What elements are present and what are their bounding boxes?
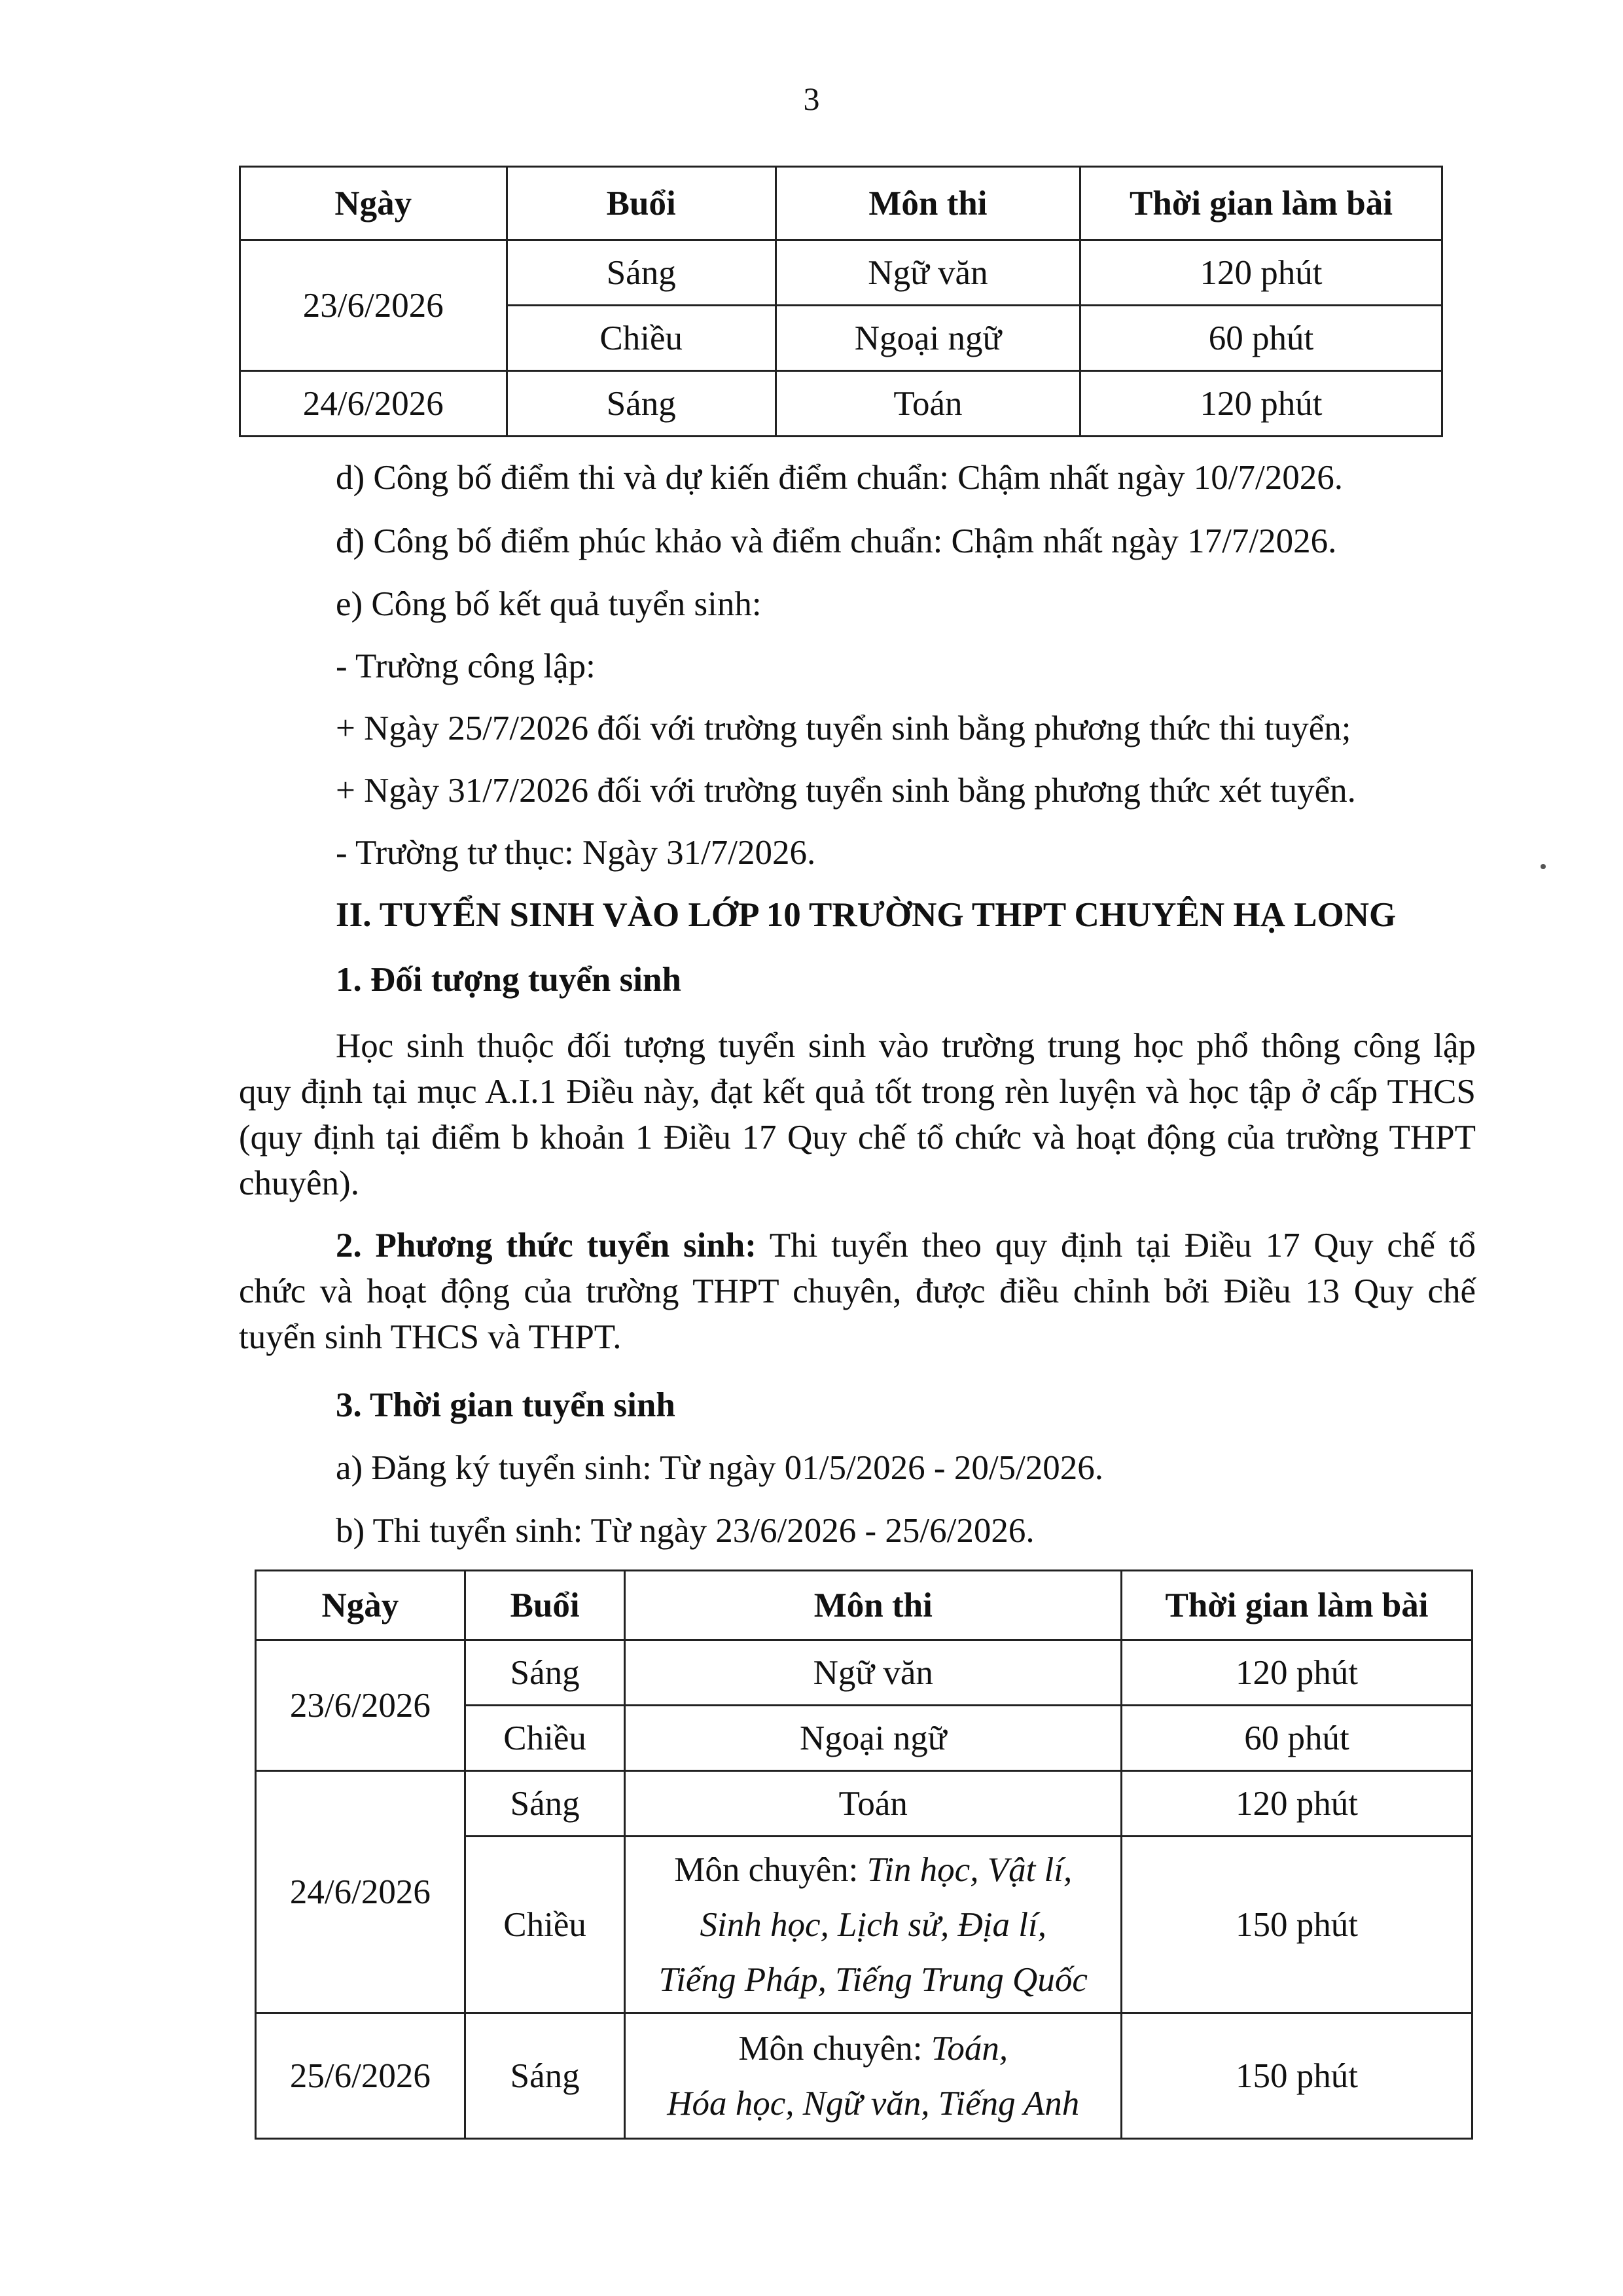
table-row xyxy=(240,240,1442,306)
cell-date: 23/6/2026 xyxy=(240,240,507,371)
exam-schedule-table-specialized xyxy=(255,1570,1473,2140)
header-date: Ngày xyxy=(240,167,507,240)
cell-subject: Ngữ văn xyxy=(776,240,1080,306)
subsection-2-text: Thi tuyển theo quy định tại Điều 17 Quy chế tổ chức và hoạt động của trường THPT chuyên, được điều chỉnh bởi Điều 13 Quy chế tuyển sinh THCS và THPT. xyxy=(239,1227,1476,1356)
table-row xyxy=(240,371,1442,437)
cell-duration: 150 phút xyxy=(1122,1837,1472,2013)
item-e: e) Công bố kết quả tuyển sinh: xyxy=(336,585,762,623)
header-subject: Môn thi xyxy=(625,1571,1122,1640)
subsection-1-title: 1. Đối tượng tuyển sinh xyxy=(336,961,681,999)
page-number: 3 xyxy=(803,81,820,117)
header-duration: Thời gian làm bài xyxy=(1080,167,1442,240)
registration-period: a) Đăng ký tuyển sinh: Từ ngày 01/5/2026 - 20/5/2026. xyxy=(336,1449,1104,1487)
cell-subject: Toán xyxy=(625,1771,1122,1837)
table-header-row xyxy=(240,167,1442,240)
cell-subject xyxy=(625,2013,1122,2139)
cell-duration: 150 phút xyxy=(1122,2013,1472,2139)
exam-period: b) Thi tuyển sinh: Từ ngày 23/6/2026 - 25/6/2026. xyxy=(336,1512,1035,1550)
exam-schedule-table-general xyxy=(239,166,1443,437)
cell-duration: 120 phút xyxy=(1080,371,1442,437)
cell-duration: 120 phút xyxy=(1122,1640,1472,1706)
section-heading: II. TUYỂN SINH VÀO LỚP 10 TRƯỜNG THPT CHUYÊN HẠ LONG xyxy=(336,896,1397,934)
cell-session: Sáng xyxy=(507,371,776,437)
specialized-subjects-line-2: Sinh học, Lịch sử, Địa lí, xyxy=(700,1905,1046,1944)
cell-subject: Ngữ văn xyxy=(625,1640,1122,1706)
subsection-3-title: 3. Thời gian tuyển sinh xyxy=(336,1386,675,1424)
specialized-subjects-line-3: Tiếng Pháp, Tiếng Trung Quốc xyxy=(658,1960,1088,1999)
subsection-2-title: 2. Phương thức tuyển sinh: xyxy=(336,1227,757,1265)
cell-session: Chiều xyxy=(465,1706,625,1771)
cell-session: Sáng xyxy=(507,240,776,306)
cell-duration: 60 phút xyxy=(1080,306,1442,371)
cell-subject: Ngoại ngữ xyxy=(776,306,1080,371)
cell-session: Sáng xyxy=(465,2013,625,2139)
specialized-prefix: Môn chuyên: xyxy=(738,2029,931,2068)
cell-date: 25/6/2026 xyxy=(256,2013,465,2139)
cell-subject: Ngoại ngữ xyxy=(625,1706,1122,1771)
cell-subject: Toán xyxy=(776,371,1080,437)
subsection-2-paragraph xyxy=(239,1223,1476,1360)
table-header-row xyxy=(256,1571,1472,1640)
item-review-result-date: + Ngày 31/7/2026 đối với trường tuyển sinh bằng phương thức xét tuyển. xyxy=(336,772,1356,810)
cell-session: Chiều xyxy=(465,1837,625,2013)
header-session: Buổi xyxy=(507,167,776,240)
cell-date: 23/6/2026 xyxy=(256,1640,465,1771)
header-subject: Môn thi xyxy=(776,167,1080,240)
scan-dot xyxy=(1541,864,1546,869)
cell-duration: 120 phút xyxy=(1122,1771,1472,1837)
cell-subject xyxy=(625,1837,1122,2013)
header-session: Buổi xyxy=(465,1571,625,1640)
header-date: Ngày xyxy=(256,1571,465,1640)
table-row xyxy=(256,1771,1472,1837)
item-dd: đ) Công bố điểm phúc khảo và điểm chuẩn: Chậm nhất ngày 17/7/2026. xyxy=(336,522,1337,560)
cell-session: Chiều xyxy=(507,306,776,371)
table-row xyxy=(256,2013,1472,2139)
cell-date: 24/6/2026 xyxy=(256,1771,465,2013)
table-row xyxy=(256,1640,1472,1706)
item-private-schools: - Trường tư thục: Ngày 31/7/2026. xyxy=(336,834,816,872)
specialized-prefix: Môn chuyên: xyxy=(674,1850,867,1889)
item-public-schools: - Trường công lập: xyxy=(336,647,596,685)
specialized-subjects-line-1: Toán, xyxy=(931,2029,1008,2068)
cell-session: Sáng xyxy=(465,1771,625,1837)
cell-duration: 120 phút xyxy=(1080,240,1442,306)
cell-duration: 60 phút xyxy=(1122,1706,1472,1771)
specialized-subjects-line-1: Tin học, Vật lí, xyxy=(866,1850,1073,1889)
specialized-subjects-line-2: Hóa học, Ngữ văn, Tiếng Anh xyxy=(667,2084,1080,2123)
cell-session: Sáng xyxy=(465,1640,625,1706)
item-d: d) Công bố điểm thi và dự kiến điểm chuẩn: Chậm nhất ngày 10/7/2026. xyxy=(336,459,1343,497)
subsection-1-text: Học sinh thuộc đối tượng tuyển sinh vào trường trung học phổ thông công lập quy định tại mục A.I.1 Điều này, đạt kết quả tốt trong rèn luyện và học tập ở cấp THCS (quy định tại điểm b khoản 1 Điều 17 Quy chế tổ chức và hoạt động của trường THPT chuyên). xyxy=(239,1027,1476,1202)
item-exam-result-date: + Ngày 25/7/2026 đối với trường tuyển sinh bằng phương thức thi tuyển; xyxy=(336,709,1351,747)
cell-date: 24/6/2026 xyxy=(240,371,507,437)
header-duration: Thời gian làm bài xyxy=(1122,1571,1472,1640)
